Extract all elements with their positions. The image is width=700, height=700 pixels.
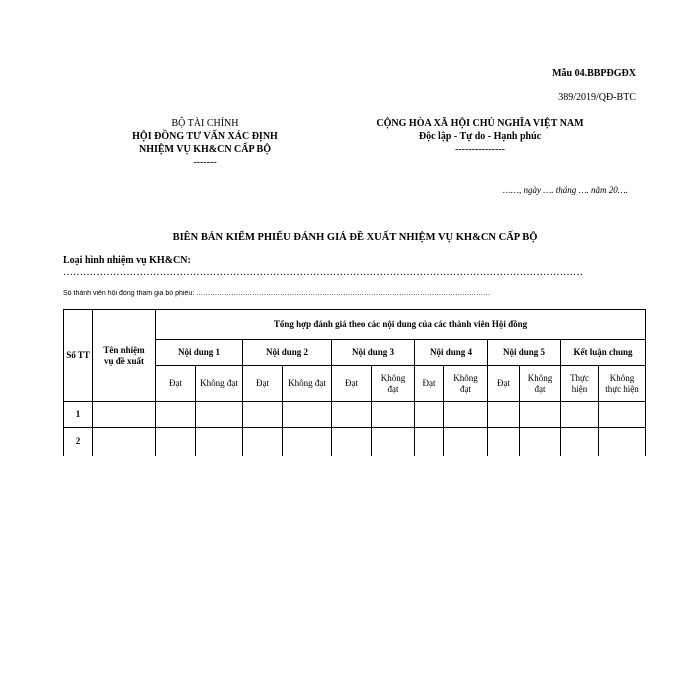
cell (196, 428, 243, 456)
sub-fail-3 (372, 366, 415, 402)
header-task-name (93, 310, 156, 402)
cell (520, 428, 561, 456)
cell (561, 402, 599, 428)
header-stt: Số TT (64, 310, 93, 402)
group-content-5: Nội dung 5 (488, 340, 561, 366)
sub-pass-5: Đạt (488, 366, 520, 402)
table-row (64, 428, 646, 456)
council-name-line2: NHIỆM VỤ KH&CN CẤP BỘ (138, 144, 272, 155)
header-task-name-line2: vụ đề xuất (103, 355, 144, 366)
table-header-row (64, 310, 646, 340)
right-divider: --------------- (455, 144, 505, 155)
cell (156, 428, 196, 456)
council-name-line1: HỘI ĐỒNG TƯ VẤN XÁC ĐỊNH (132, 131, 278, 142)
sub-pass-1: Đạt (156, 366, 196, 402)
cell (444, 428, 488, 456)
task-type-fill-line: ………………………………………………………………………………………………………………………………………… (63, 267, 583, 278)
issuing-agency-header (110, 117, 300, 169)
group-content-2: Nội dung 2 (243, 340, 332, 366)
date-line: ……, ngày …. tháng …. năm 20…. (502, 185, 628, 195)
sub-fail-3-line1: Không (380, 372, 406, 383)
header-summary: Tổng hợp đánh giá theo các nội dung của các thành viên Hội đồng (156, 310, 646, 340)
header-task-name-line1: Tên nhiệm (103, 344, 145, 355)
sub-implement (561, 366, 599, 402)
document-title: BIÊN BẢN KIỂM PHIẾU ĐÁNH GIÁ ĐỀ XUẤT NHIỆM VỤ KH&CN CẤP BỘ (172, 232, 538, 243)
cell (488, 402, 520, 428)
sub-fail-2: Không đạt (283, 366, 332, 402)
task-type-label: Loại hình nhiệm vụ KH&CN: (63, 255, 191, 266)
cell (93, 428, 156, 456)
sub-fail-1: Không đạt (196, 366, 243, 402)
table-row (64, 402, 646, 428)
evaluation-table (63, 309, 646, 456)
sub-pass-3: Đạt (332, 366, 372, 402)
ministry-name: BỘ TÀI CHÍNH (171, 118, 239, 129)
cell (520, 402, 561, 428)
cell (332, 402, 372, 428)
sub-pass-4: Đạt (415, 366, 444, 402)
cell (196, 402, 243, 428)
sub-fail-3-line2: đạt (387, 383, 399, 394)
national-header (360, 117, 600, 156)
group-content-4: Nội dung 4 (415, 340, 488, 366)
cell (488, 428, 520, 456)
cell (372, 428, 415, 456)
cell (332, 428, 372, 456)
sub-pass-2: Đạt (243, 366, 283, 402)
row-number: 1 (64, 402, 93, 428)
cell (93, 402, 156, 428)
members-count-line: Số thành viên hội đồng tham gia bỏ phiếu: ……………………………………………………………………………………………………………… (63, 290, 491, 297)
sub-fail-5 (520, 366, 561, 402)
form-code: Mẫu 04.BBPĐGĐX (552, 68, 636, 79)
sub-fail-4-line1: Không (453, 372, 478, 383)
sub-fail-5-line1: Không (527, 372, 553, 383)
cell (599, 402, 646, 428)
sub-implement-line2: hiện (571, 383, 588, 394)
cell (243, 428, 283, 456)
cell (283, 428, 332, 456)
sub-not-implement-line1: Không (609, 372, 635, 383)
country-name: CỘNG HÒA XÃ HỘI CHỦ NGHĨA VIỆT NAM (376, 118, 584, 129)
cell (415, 428, 444, 456)
sub-fail-4 (444, 366, 488, 402)
decision-reference: 389/2019/QĐ-BTC (558, 92, 636, 103)
sub-fail-5-line2: đạt (534, 383, 546, 394)
group-content-3: Nội dung 3 (332, 340, 415, 366)
group-conclusion: Kết luận chung (561, 340, 646, 366)
cell (243, 402, 283, 428)
sub-not-implement (599, 366, 646, 402)
sub-not-implement-line2: thực hiện (605, 383, 639, 394)
cell (283, 402, 332, 428)
cell (599, 428, 646, 456)
left-divider: ------- (193, 157, 217, 168)
sub-implement-line1: Thực (570, 372, 589, 383)
cell (444, 402, 488, 428)
cell (561, 428, 599, 456)
row-number: 2 (64, 428, 93, 456)
national-motto: Độc lập - Tự do - Hạnh phúc (418, 131, 542, 142)
cell (372, 402, 415, 428)
group-content-1: Nội dung 1 (156, 340, 243, 366)
cell (415, 402, 444, 428)
sub-fail-4-line2: đạt (460, 383, 471, 394)
cell (156, 402, 196, 428)
